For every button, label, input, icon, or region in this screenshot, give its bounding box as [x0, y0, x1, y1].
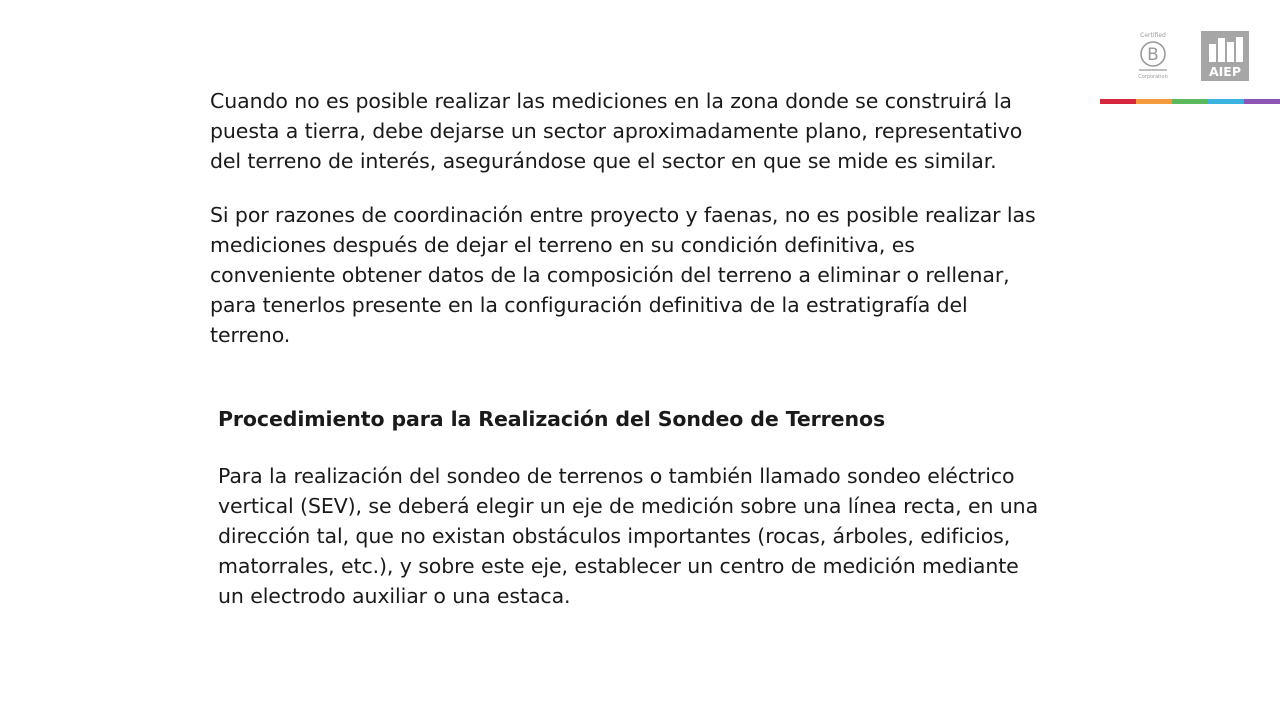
paragraph-procedure: Para la realización del sondeo de terrenos o también llamado sondeo eléctrico vertical (SEV), se deberá elegir un eje de medición sobre una línea recta, en una dirección tal, que no existan obstáculos importantes (rocas, árboles, edificios, matorrales, etc.), y sobre este eje, establecer un centro de medición mediante un electrodo auxiliar o una estaca. — [218, 464, 1039, 608]
bcorp-bottom-text: Corporation — [1138, 74, 1168, 80]
aiep-logo — [1201, 31, 1249, 81]
accent-segment — [1208, 99, 1244, 104]
accent-segment — [1244, 99, 1280, 104]
accent-color-bar — [1100, 99, 1280, 104]
paragraph-coordination: Si por razones de coordinación entre proyecto y faenas, no es posible realizar las mediciones después de dejar el terreno en su condición definitiva, es conveniente obtener datos de la composición del terreno a eliminar o rellenar, para tenerlos presente en la configuración definitiva de la estratigrafía del terreno. — [210, 203, 1036, 347]
paragraph-measurement-zone: Cuando no es posible realizar las mediciones en la zona donde se construirá la puesta a tierra, debe dejarse un sector aproximadamente plano, representativo del terreno de interés, asegurándose que el sector en que se mide es similar. — [210, 89, 1023, 173]
aiep-logo-text: AIEP — [1208, 64, 1242, 79]
b-corp-logo — [1135, 30, 1171, 82]
bcorp-top-text: Certified — [1140, 32, 1166, 39]
section-heading: Procedimiento para la Realización del Sondeo de Terrenos — [218, 407, 886, 431]
accent-segment — [1172, 99, 1208, 104]
accent-segment — [1136, 99, 1172, 104]
bcorp-letter: B — [1147, 45, 1159, 65]
accent-segment — [1100, 99, 1136, 104]
